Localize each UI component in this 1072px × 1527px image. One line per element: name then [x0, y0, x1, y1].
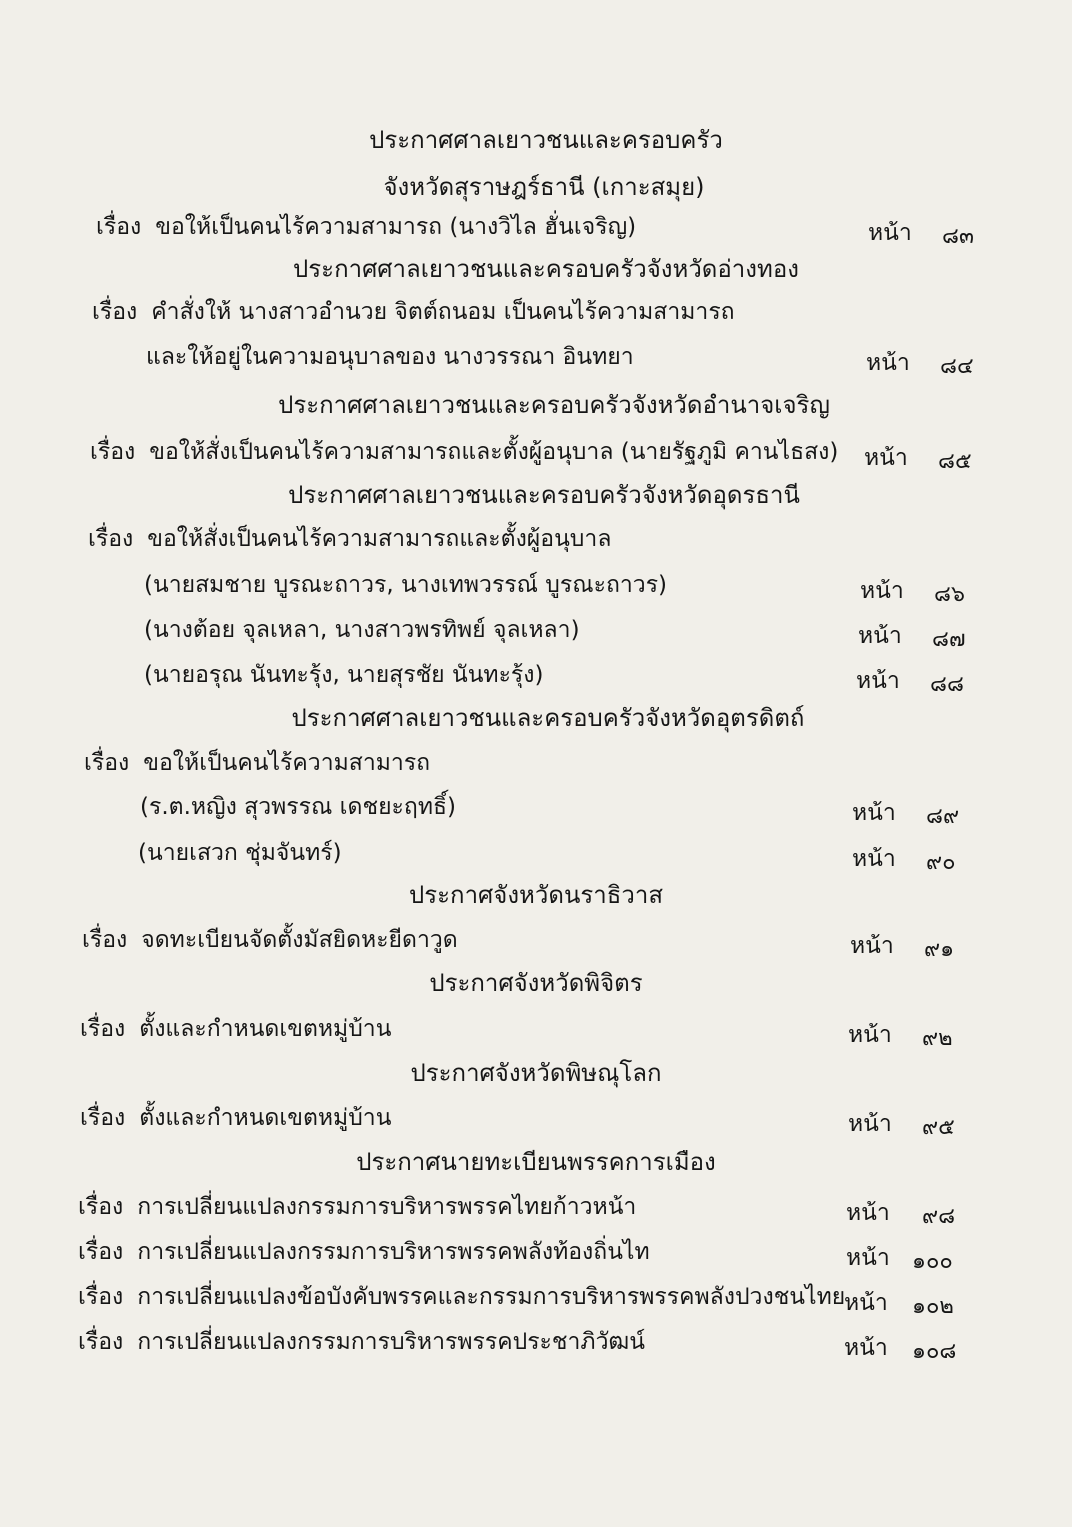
entry-title: ขอให้เป็นคนไร้ความสามารถ (นางวิไล ฮั่นเจริญ) — [155, 214, 637, 240]
subject-label: เรื่อง — [78, 1284, 124, 1310]
entry-line — [80, 1103, 391, 1133]
subject-label: เรื่อง — [78, 1329, 124, 1355]
subject-label: เรื่อง — [80, 1105, 126, 1131]
section-heading: ประกาศจังหวัดพิษณุโลก — [410, 1059, 662, 1087]
entry-line — [144, 615, 580, 645]
subject-label: เรื่อง — [96, 214, 142, 240]
page-label: หน้า — [866, 350, 910, 376]
entry-line — [144, 570, 667, 600]
entry-line — [78, 1282, 845, 1312]
section-heading: ประกาศศาลเยาวชนและครอบครัวจังหวัดอุตรดิตถ์ — [291, 704, 805, 732]
entry-line — [144, 660, 544, 690]
entry-line — [96, 212, 636, 242]
subject-label: เรื่อง — [90, 439, 136, 465]
entry-line — [88, 524, 611, 554]
page-number: ๙๐ — [926, 850, 956, 875]
entry-line — [140, 792, 456, 822]
entry-title: (นายเสวก ชุ่มจันทร์) — [138, 840, 342, 866]
entry-line — [92, 297, 735, 327]
page-label: หน้า — [850, 933, 894, 959]
entry-line — [146, 342, 634, 372]
entry-title: ขอให้สั่งเป็นคนไร้ความสามารถและตั้งผู้อนุบาล — [147, 526, 612, 552]
subject-label: เรื่อง — [82, 927, 128, 953]
entry-line — [80, 1014, 391, 1044]
entry-title: ขอให้เป็นคนไร้ความสามารถ — [143, 750, 431, 776]
entry-title: ตั้งและกำหนดเขตหมู่บ้าน — [139, 1016, 392, 1042]
page-label: หน้า — [852, 800, 896, 826]
entry-title: การเปลี่ยนแปลงกรรมการบริหารพรรคพลังท้องถิ่นไท — [137, 1239, 650, 1265]
page-number: ๘๘ — [930, 672, 964, 697]
page-label: หน้า — [864, 445, 908, 471]
entry-title: และให้อยู่ในความอนุบาลของ นางวรรณา อินทยา — [146, 344, 634, 370]
page-label: หน้า — [846, 1245, 890, 1271]
entry-title: ตั้งและกำหนดเขตหมู่บ้าน — [139, 1105, 392, 1131]
page-label: หน้า — [856, 668, 900, 694]
section-heading: ประกาศศาลเยาวชนและครอบครัวจังหวัดอำนาจเจริญ — [278, 391, 830, 419]
section-heading: ประกาศศาลเยาวชนและครอบครัวจังหวัดอ่างทอง — [293, 255, 799, 283]
entry-line — [78, 1192, 636, 1222]
subject-label: เรื่อง — [78, 1194, 124, 1220]
subject-label: เรื่อง — [78, 1239, 124, 1265]
entry-title: การเปลี่ยนแปลงกรรมการบริหารพรรคประชาภิวัฒน์ — [137, 1329, 645, 1355]
page-number: ๙๑ — [924, 937, 955, 962]
entry-title: ขอให้สั่งเป็นคนไร้ความสามารถและตั้งผู้อนุบาล (นายรัฐภูมิ คานไธสง) — [149, 439, 839, 465]
page-number: ๙๒ — [922, 1026, 953, 1051]
section-heading: ประกาศศาลเยาวชนและครอบครัว — [369, 126, 723, 154]
subject-label: เรื่อง — [88, 526, 134, 552]
page-number: ๘๙ — [926, 804, 960, 829]
page-number: ๑๐๐ — [912, 1249, 953, 1274]
section-heading: จังหวัดสุราษฎร์ธานี (เกาะสมุย) — [383, 173, 705, 201]
page-number: ๘๕ — [938, 449, 972, 474]
page-number: ๘๖ — [934, 582, 965, 607]
page-label: หน้า — [844, 1290, 888, 1316]
page-label: หน้า — [848, 1111, 892, 1137]
entry-title: การเปลี่ยนแปลงกรรมการบริหารพรรคไทยก้าวหน้า — [137, 1194, 637, 1220]
page-label: หน้า — [858, 623, 902, 649]
entry-line — [138, 838, 342, 868]
entry-title: คำสั่งให้ นางสาวอำนวย จิตต์ถนอม เป็นคนไร้ความสามารถ — [151, 299, 735, 325]
section-heading: ประกาศจังหวัดพิจิตร — [429, 969, 643, 997]
entry-line — [84, 748, 430, 778]
page-label: หน้า — [868, 220, 912, 246]
page-number: ๙๘ — [922, 1204, 956, 1229]
page-number: ๘๓ — [942, 224, 975, 249]
entry-line — [78, 1237, 650, 1267]
entry-title: (นายอรุณ นันทะรุ้ง, นายสุรชัย นันทะรุ้ง) — [144, 662, 544, 688]
page-number: ๑๐๘ — [912, 1339, 957, 1364]
entry-line — [78, 1327, 645, 1357]
page-label: หน้า — [844, 1335, 888, 1361]
page-number: ๘๔ — [940, 354, 974, 379]
page-label: หน้า — [852, 846, 896, 872]
page-label: หน้า — [848, 1022, 892, 1048]
page-label: หน้า — [846, 1200, 890, 1226]
page-number: ๙๕ — [922, 1115, 955, 1140]
section-heading: ประกาศศาลเยาวชนและครอบครัวจังหวัดอุดรธานี — [288, 481, 800, 509]
page-label: หน้า — [860, 578, 904, 604]
entry-title: จดทะเบียนจัดตั้งมัสยิดหะยีดาวูด — [141, 927, 458, 953]
entry-line — [82, 925, 458, 955]
entry-title: (นายสมชาย บูรณะถาวร, นางเทพวรรณ์ บูรณะถาวร) — [144, 572, 668, 598]
section-heading: ประกาศจังหวัดนราธิวาส — [409, 881, 663, 909]
entry-title: (ร.ต.หญิง สุวพรรณ เดชยะฤทธิ์) — [140, 794, 456, 820]
subject-label: เรื่อง — [84, 750, 130, 776]
subject-label: เรื่อง — [92, 299, 138, 325]
section-heading: ประกาศนายทะเบียนพรรคการเมือง — [356, 1148, 716, 1176]
entry-title: (นางต้อย จุลเหลา, นางสาวพรทิพย์ จุลเหลา) — [144, 617, 580, 643]
entry-title: การเปลี่ยนแปลงข้อบังคับพรรคและกรรมการบริหารพรรคพลังปวงชนไทย — [137, 1284, 846, 1310]
page-number: ๑๐๒ — [912, 1294, 954, 1319]
subject-label: เรื่อง — [80, 1016, 126, 1042]
entry-line — [90, 437, 838, 467]
page-number: ๘๗ — [932, 627, 966, 652]
